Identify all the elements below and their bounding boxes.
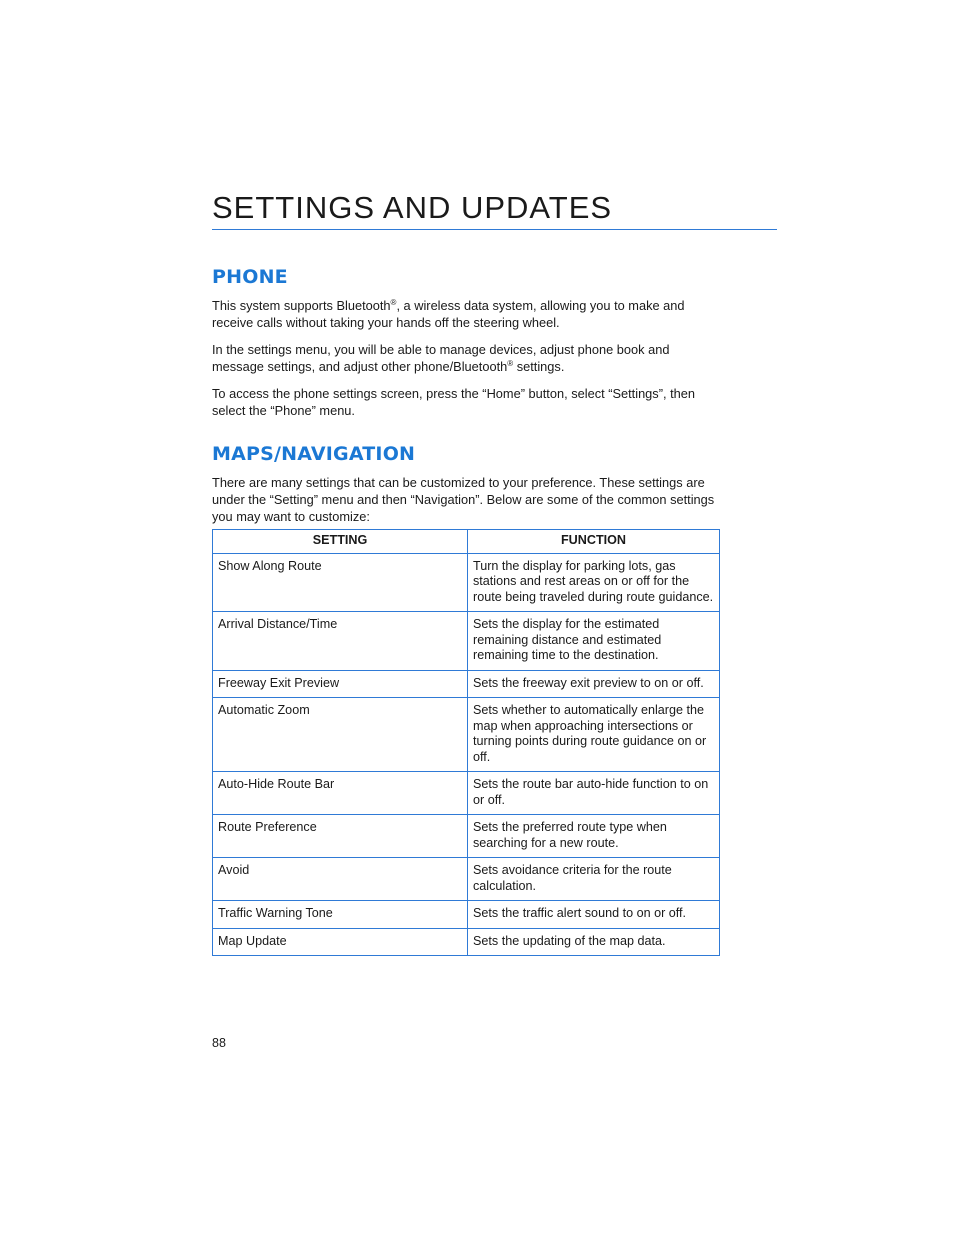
phone-paragraph-1 (212, 297, 722, 331)
table-row (213, 698, 720, 772)
phone-paragraph-2 (212, 341, 722, 375)
setting-cell: Traffic Warning Tone (213, 901, 468, 929)
setting-cell: Freeway Exit Preview (213, 670, 468, 698)
function-cell: Turn the display for parking lots, gas stations and rest areas on or off for the route being traveled during route guidance. (468, 553, 720, 612)
registered-mark: ® (390, 298, 397, 307)
table-row (213, 772, 720, 815)
setting-cell: Avoid (213, 858, 468, 901)
phone-paragraph-1-text-cont: , a wireless data system, allowing you to make and receive calls without taking your hands off the steering wheel. (212, 298, 685, 330)
phone-paragraph-1-text: This system supports Bluetooth (212, 298, 391, 313)
table-row (213, 670, 720, 698)
function-cell: Sets the preferred route type when searching for a new route. (468, 815, 720, 858)
phone-paragraph-2-text-cont: settings. (513, 359, 565, 374)
setting-cell: Route Preference (213, 815, 468, 858)
registered-mark: ® (507, 359, 514, 368)
setting-cell: Map Update (213, 928, 468, 956)
table-row (213, 858, 720, 901)
settings-table (212, 529, 720, 956)
title-divider (212, 229, 777, 230)
table-row (213, 901, 720, 929)
function-cell: Sets the freeway exit preview to on or off. (468, 670, 720, 698)
phone-paragraph-2-text: In the settings menu, you will be able to manage devices, adjust phone book and message settings, and adjust other phone/Bluetooth (212, 342, 670, 374)
function-cell: Sets the traffic alert sound to on or off. (468, 901, 720, 929)
maps-heading: MAPS/NAVIGATION (212, 443, 416, 465)
function-cell: Sets the route bar auto-hide function to on or off. (468, 772, 720, 815)
setting-cell: Auto-Hide Route Bar (213, 772, 468, 815)
function-cell: Sets the display for the estimated remaining distance and estimated remaining time to the destination. (468, 612, 720, 671)
table-row (213, 553, 720, 612)
phone-heading: PHONE (212, 266, 288, 288)
table-header-row (213, 530, 720, 554)
header-setting: SETTING (213, 530, 468, 554)
table-row (213, 815, 720, 858)
page-title: SETTINGS AND UPDATES (212, 190, 613, 225)
header-function: FUNCTION (468, 530, 720, 554)
setting-cell: Show Along Route (213, 553, 468, 612)
function-cell: Sets whether to automatically enlarge the map when approaching intersections or turning points during route guidance on or off. (468, 698, 720, 772)
setting-cell: Automatic Zoom (213, 698, 468, 772)
setting-cell: Arrival Distance/Time (213, 612, 468, 671)
table-row (213, 928, 720, 956)
maps-intro: There are many settings that can be customized to your preference. These settings are under the “Setting” menu and then “Navigation”. Below are some of the common settings you may want to customize: (212, 475, 715, 524)
page-number: 88 (212, 1036, 226, 1050)
function-cell: Sets the updating of the map data. (468, 928, 720, 956)
table-row (213, 612, 720, 671)
page-content (212, 266, 722, 956)
phone-paragraph-3: To access the phone settings screen, press the “Home” button, select “Settings”, then select the “Phone” menu. (212, 386, 695, 418)
function-cell: Sets avoidance criteria for the route calculation. (468, 858, 720, 901)
